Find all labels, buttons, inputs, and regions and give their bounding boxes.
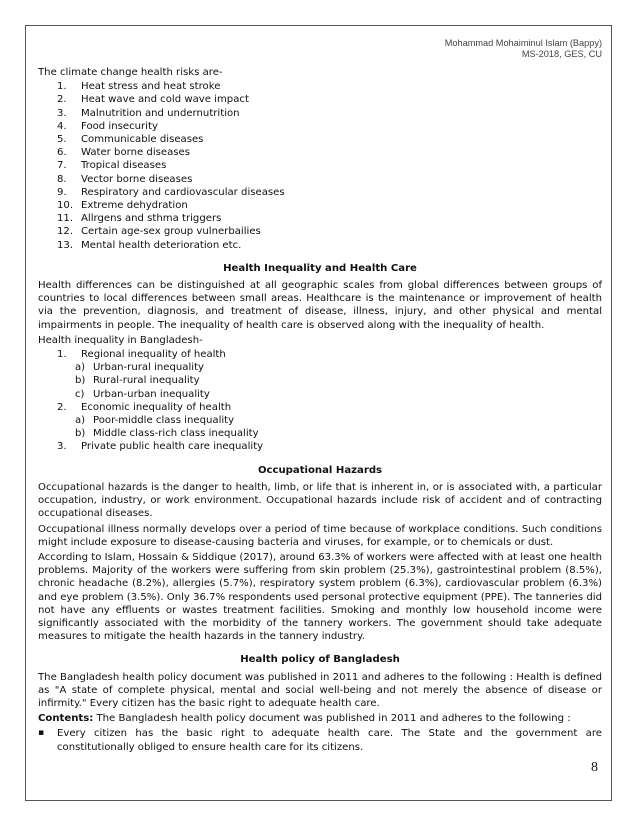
list-item: 1. Heat stress and heat stroke <box>57 81 221 93</box>
contents-text: The Bangladesh health policy document was published in 2011 and adheres to the following : <box>96 713 571 725</box>
inequality-intro: Health inequality in Bangladesh- <box>38 334 203 346</box>
climate-intro: The climate change health risks are- <box>38 67 223 78</box>
policy-contents <box>38 712 602 725</box>
heading-occupational-hazards: Occupational Hazards <box>257 464 383 476</box>
list-item: 5. Communicable diseases <box>57 134 204 146</box>
inequality-paragraph: Health differences can be distinguished at all geographic scales from global differences between groups of countries to local differences between small areas. Healthcare is the maintenance or improvement of health via the prevention, diagnosis, and treatment of disease, illness, injury, and other physical and mental impairments in people. The inequality of health care is observed along with the inequality of health. <box>38 280 602 331</box>
list-item: 1. Regional inequality of health <box>57 349 226 361</box>
list-item: 8. Vector borne diseases <box>57 173 193 185</box>
author-name: Mohammad Mohaiminul Islam (Bappy) <box>444 38 602 48</box>
list-item: 2. Economic inequality of health <box>57 401 232 413</box>
list-item: 2. Heat wave and cold wave impact <box>57 94 249 106</box>
occupational-paragraph-3: According to Islam, Hossain & Siddique (2017), around 63.3% of workers were affected with at least one health problems. Majority of the workers were suffering from skin problem (25.3%), gastrointestinal problem (8.5%), chronic headache (8.2%), allergies (5.7%), respiratory system problem (6.3%), cardiovascular problem (6.3%) and eye problem (3.5%). Only 36.7% respondents used personal protective equipment (PPE). The tanneries did not have any effluents or wastes treatment facilities. Smoking and monthly low household income were significantly associated with the morbidity of the tannery workers. The government should take adequate measures to mitigate the health hazards in the tannery industry. <box>38 551 602 643</box>
contents-label: Contents: <box>38 713 94 725</box>
list-item: 12. Certain age-sex group vulnerbailies <box>57 226 261 238</box>
list-item: 3. Private public health care inequality <box>57 441 264 453</box>
occupational-paragraph-1: Occupational hazards is the danger to health, limb, or life that is inherent in, or is associated with, a particular occupation, industry, or work environment. Occupational hazards include risk of accident and of contracting occupational diseases. <box>38 481 602 520</box>
list-item: 9. Respiratory and cardiovascular diseases <box>57 186 285 198</box>
list-subitem: a) Poor-middle class inequality b) Middle class-rich class inequality <box>75 415 259 440</box>
list-subitem: a) Urban-rural inequality b) Rural-rural inequality c) Urban-urban inequality <box>75 362 210 400</box>
document-body <box>38 38 602 754</box>
policy-bullets <box>38 727 602 753</box>
square-bullet-icon: ▪ <box>38 728 45 739</box>
list-item: 3. Malnutrition and undernutrition <box>57 107 240 119</box>
heading-health-policy: Health policy of Bangladesh <box>240 654 400 666</box>
author-program: MS-2018, GES, CU <box>521 49 602 59</box>
page-header <box>38 38 602 60</box>
policy-paragraph: The Bangladesh health policy document was published in 2011 and adheres to the following : Health is defined as "A state of complete physical, mental and social well-being and not merely the absence of disease or infirmity." Every citizen has the basic right to adequate health care. <box>38 671 602 709</box>
climate-risk-list <box>38 80 602 252</box>
occupational-paragraph-2: Occupational illness normally develops over a period of time because of workplace conditions. Such conditions might include exposure to disease-causing bacteria and viruses, for example, or to chemicals or dust. <box>38 523 602 548</box>
page-number: 8 <box>591 760 598 775</box>
list-item: 6. Water borne diseases <box>57 147 191 159</box>
heading-health-inequality: Health Inequality and Health Care <box>223 262 417 274</box>
list-item: 13. Mental health deterioration etc. <box>57 239 242 251</box>
list-item: 7. Tropical diseases <box>57 160 167 172</box>
inequality-list <box>38 348 602 454</box>
list-item: 10. Extreme dehydration <box>57 200 188 212</box>
list-item: 11. Allrgens and sthma triggers <box>57 213 222 225</box>
list-item: ▪ Every citizen has the basic right to adequate health care. The State and the government are constitutionally obliged to ensure health care for its citizens. <box>38 728 602 753</box>
list-item: 4. Food insecurity <box>57 120 158 132</box>
